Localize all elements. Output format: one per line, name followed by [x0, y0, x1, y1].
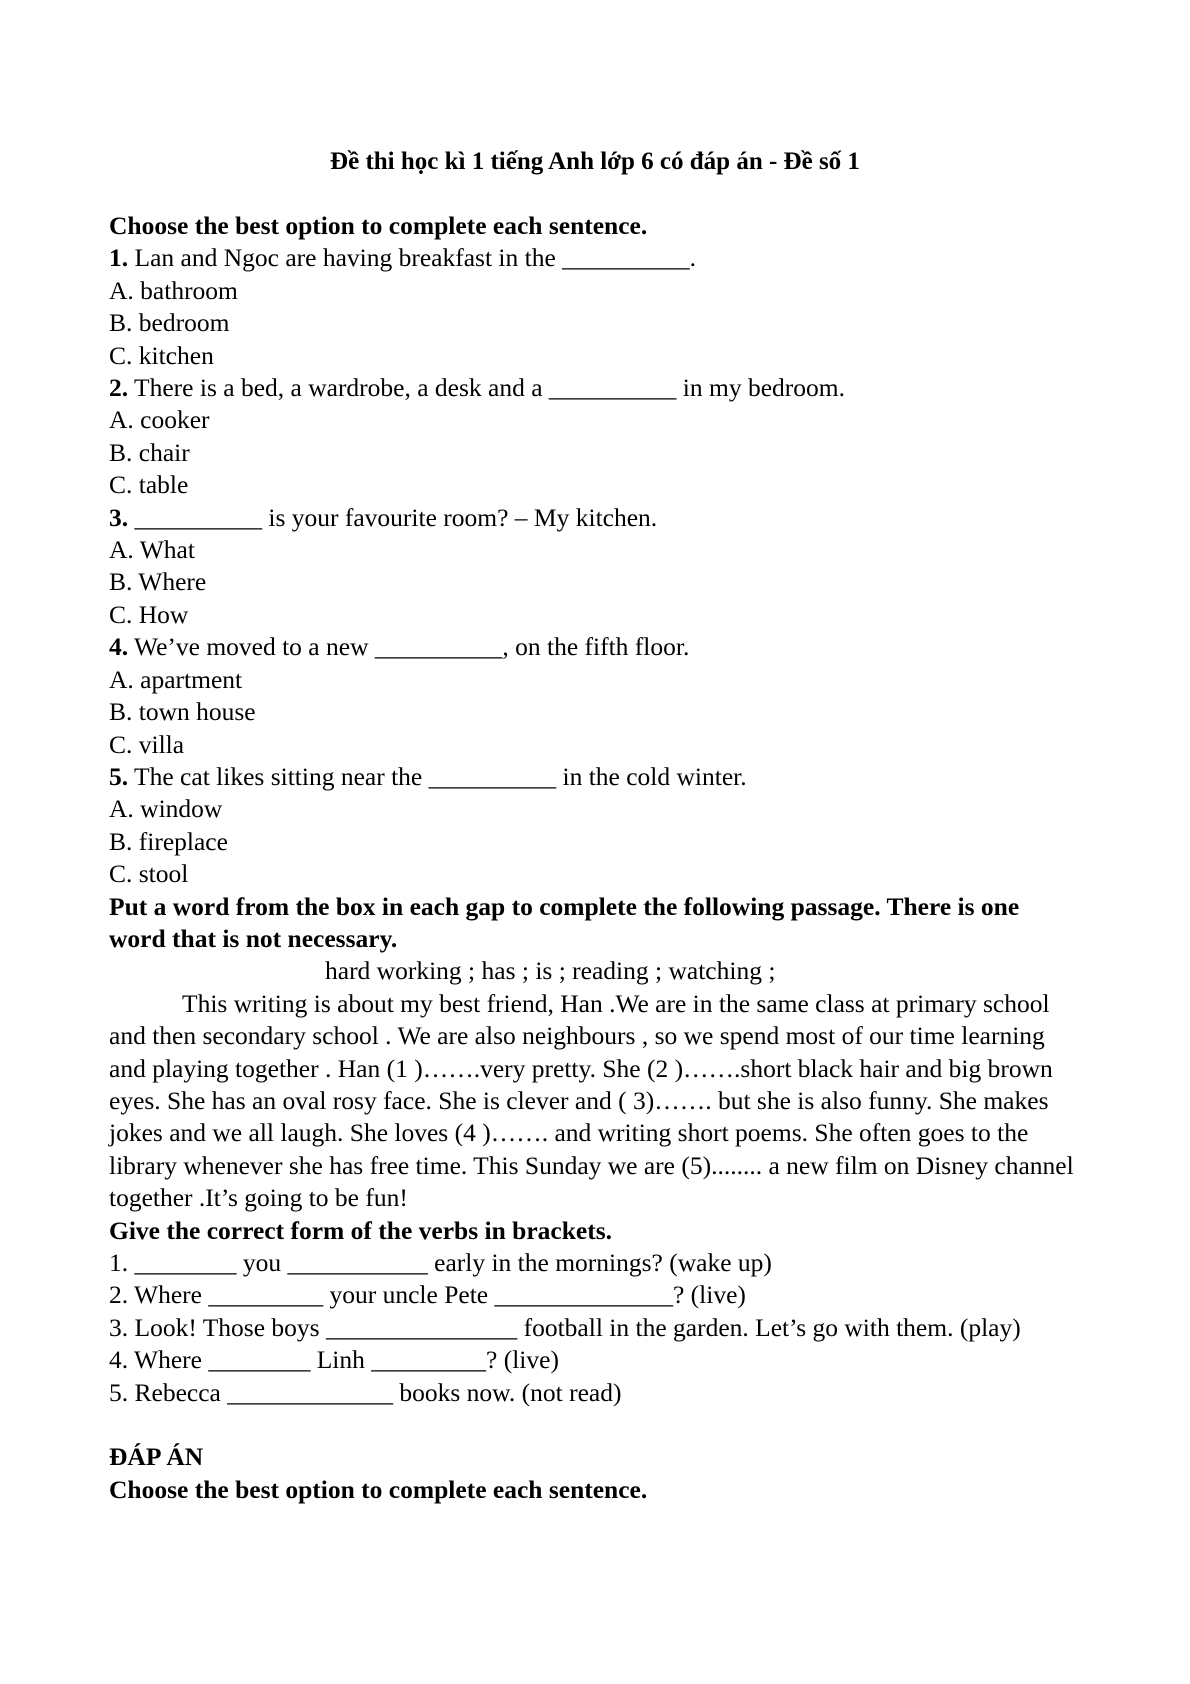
question-number: 1.: [109, 243, 129, 273]
question-number: 3.: [109, 502, 129, 532]
section1-heading: Choose the best option to complete each sentence.: [109, 211, 648, 240]
question-2: [109, 372, 1081, 404]
question-text: Lan and Ngoc are having breakfast in the __________.: [128, 243, 697, 273]
question-3: [109, 502, 1081, 534]
document-body: [109, 210, 1081, 1506]
option: B. bedroom: [109, 308, 230, 338]
question-4: [109, 631, 1081, 663]
option: B. chair: [109, 437, 190, 467]
option: C. stool: [109, 859, 189, 889]
question-text: The cat likes sitting near the __________ in the cold winter.: [128, 761, 747, 791]
question-text: There is a bed, a wardrobe, a desk and a __________ in my bedroom.: [128, 373, 846, 403]
section3-heading: Give the correct form of the verbs in brackets.: [109, 1215, 613, 1245]
section2-heading: Put a word from the box in each gap to complete the following passage. There is one word that is not necessary.: [109, 891, 1020, 953]
question-number: 2.: [109, 373, 129, 403]
option: A. bathroom: [109, 275, 238, 305]
answers-heading: ĐÁP ÁN: [109, 1442, 204, 1472]
option: A. cooker: [109, 405, 210, 435]
question-text: __________ is your favourite room? – My kitchen.: [128, 502, 658, 532]
blank-line: [109, 1409, 1081, 1441]
option: A. What: [109, 535, 195, 565]
verb-item: 5. Rebecca _____________ books now. (not read): [109, 1377, 622, 1407]
question-5: [109, 761, 1081, 793]
option: A. window: [109, 794, 223, 824]
option: B. town house: [109, 697, 256, 727]
verb-item: 1. ________ you ___________ early in the mornings? (wake up): [109, 1248, 772, 1277]
question-1: [109, 242, 1081, 274]
question-text: We’ve moved to a new __________, on the fifth floor.: [128, 632, 690, 662]
option: C. villa: [109, 729, 185, 759]
option: C. table: [109, 470, 189, 500]
document-title: Đề thi học kì 1 tiếng Anh lớp 6 có đáp án - Đề số 1: [330, 148, 860, 175]
answers-subheading: Choose the best option to complete each sentence.: [109, 1474, 648, 1504]
reading-passage: This writing is about my best friend, Han .We are in the same class at primary school and then secondary school . We are also neighbours , so we spend most of our time learning and playing together . Han (1 )…….very pretty. She (2 )…….short black hair and big brown eyes. She has an oval rosy face. She is clever and ( 3)……. but she is also funny. She makes jokes and we all laugh. She loves (4 )……. and writing short poems. She often goes to the library whenever she has free time. This Sunday we are (5)........ a new film on Disney channel together .It’s going to be fun!: [109, 988, 1074, 1213]
verb-item: 3. Look! Those boys _______________ football in the garden. Let’s go with them. (play): [109, 1312, 1021, 1342]
option: B. Where: [109, 567, 207, 597]
option: B. fireplace: [109, 826, 228, 856]
option: C. kitchen: [109, 340, 214, 370]
question-number: 4.: [109, 632, 129, 662]
word-box: hard working ; has ; is ; reading ; watching ;: [325, 956, 776, 986]
question-number: 5.: [109, 761, 129, 791]
verb-item: 4. Where ________ Linh _________? (live): [109, 1345, 559, 1375]
option: C. How: [109, 599, 189, 629]
verb-item: 2. Where _________ your uncle Pete ______________? (live): [109, 1280, 746, 1310]
option: A. apartment: [109, 664, 243, 694]
